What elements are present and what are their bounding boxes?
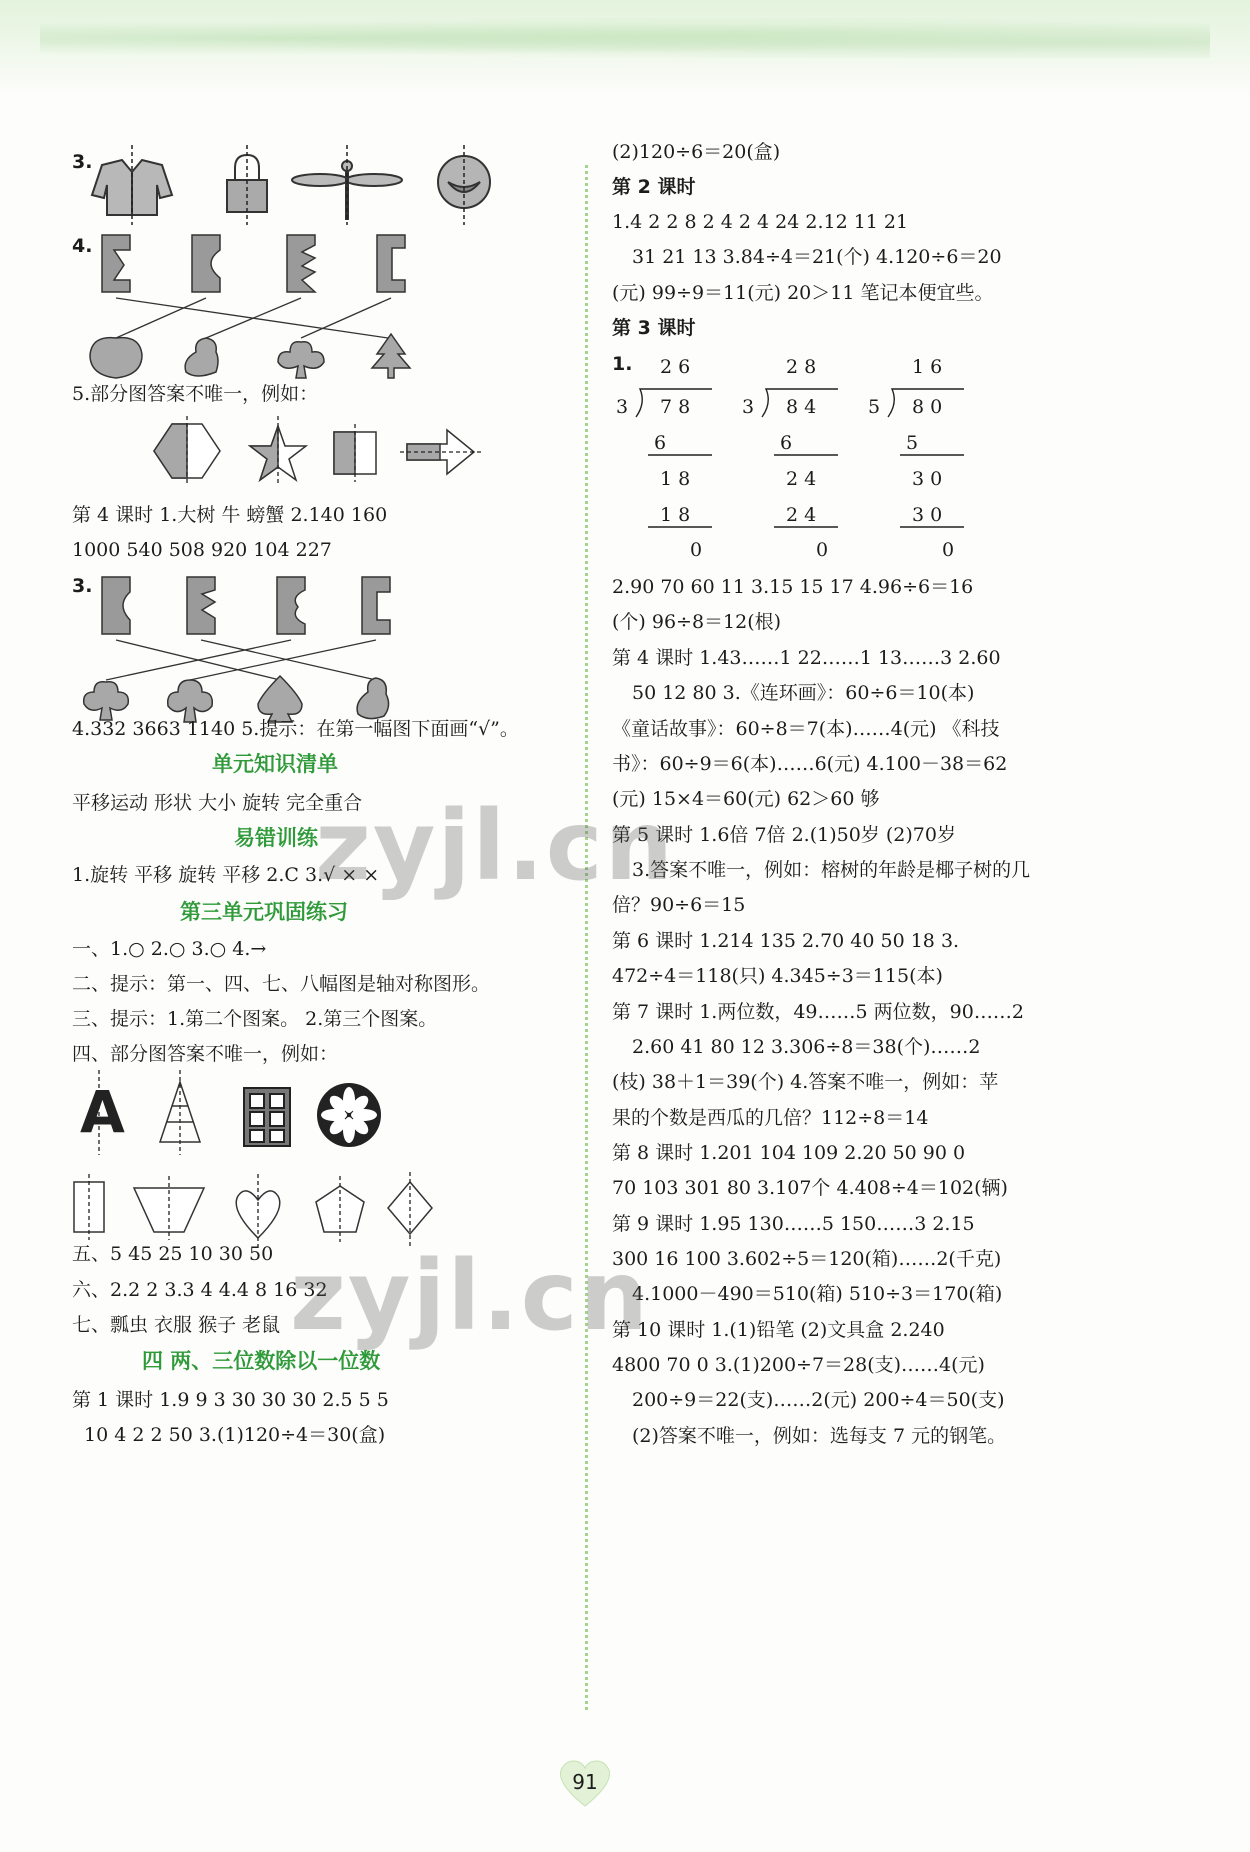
q3-label: 3. <box>72 151 93 173</box>
column-divider <box>585 165 588 1710</box>
r1: (2)120÷6＝20(盒) <box>612 141 781 163</box>
spade-icon <box>258 676 302 722</box>
review-line3: 三、提示：1.第二个图案。 2.第三个图案。 <box>72 1008 438 1030</box>
unit-list-title: 单元知识清单 <box>212 752 338 776</box>
u4-line2: 10 4 2 2 50 3.(1)120÷4＝30(盒) <box>84 1424 386 1446</box>
l4-line1: 第 4 课时 1.大树 牛 螃蟹 2.140 160 <box>72 504 388 526</box>
r3: 1.4 2 2 8 2 4 2 4 24 2.12 11 21 <box>612 211 909 233</box>
r17: 倍？90÷6＝15 <box>612 894 746 916</box>
r27: 300 16 100 3.602÷5＝120(箱)……2(千克) <box>612 1248 1002 1270</box>
window-figure <box>244 1088 290 1146</box>
r5: (元) 99÷9＝11(元) 20＞11 笔记本便宜些。 <box>612 282 994 304</box>
long-division-2: 2 8 3 8 4 6 2 4 2 4 0 <box>742 356 829 561</box>
q5-figures <box>72 414 572 494</box>
review-figures-row1 <box>72 1070 572 1160</box>
r25: 70 103 301 80 3.107个 4.408÷4＝102(辆) <box>612 1177 1008 1199</box>
q4-label: 4. <box>72 235 93 257</box>
long-division-1: 2 6 3 7 8 6 1 8 1 8 0 <box>616 356 703 561</box>
lesson-3-title: 第 3 课时 <box>612 317 696 339</box>
r22: (枝) 38＋1＝39(个) 4.答案不唯一，例如：苹 <box>612 1071 999 1093</box>
r29: 第 10 课时 1.(1)铅笔 (2)文具盒 2.240 <box>612 1319 945 1341</box>
half-shape-4 <box>377 235 405 292</box>
l4-q3-matching <box>72 572 572 722</box>
r4: 31 21 13 3.84÷4＝21(个) 4.120÷6＝20 <box>632 246 1002 268</box>
letter-a-figure: A <box>80 1078 125 1146</box>
r13: 书》：60÷9＝6(本)……6(元) 4.100－38＝62 <box>612 753 1008 775</box>
l4-line3: 4.332 3663 1140 5.提示：在第一幅图下面画“√”。 <box>72 718 519 740</box>
apple-icon <box>90 338 142 378</box>
review-title: 第三单元巩固练习 <box>180 900 348 924</box>
r30: 4800 70 0 3.(1)200÷7＝28(支)……4(元) <box>612 1354 985 1376</box>
r14: (元) 15×4＝60(元) 62＞60 够 <box>612 788 880 810</box>
long-division-3: 1 6 5 8 0 5 3 0 3 0 0 <box>868 356 955 561</box>
r26: 第 9 课时 1.95 130……5 150……3 2.15 <box>612 1213 975 1235</box>
half-shape-1 <box>102 235 130 292</box>
half-shape-2 <box>192 235 220 292</box>
r7-label: 1. <box>612 353 633 375</box>
unit4-title: 四 两、三位数除以一位数 <box>142 1349 381 1373</box>
l4-q3-label: 3. <box>72 575 93 597</box>
r16: 3.答案不唯一，例如：榕树的年龄是椰子树的几 <box>632 859 1031 881</box>
page-number: 91 <box>572 1770 598 1794</box>
r19: 472÷4＝118(只) 4.345÷3＝115(本) <box>612 965 943 987</box>
gourd-icon <box>357 678 388 719</box>
review-line1: 一、1.○ 2.○ 3.○ 4.→ <box>72 938 267 960</box>
r18: 第 6 课时 1.214 135 2.70 40 50 18 3. <box>612 930 960 952</box>
r10: 第 4 课时 1.43……1 22……1 13……3 2.60 <box>612 647 1001 669</box>
r24: 第 8 课时 1.201 104 109 2.20 50 90 0 <box>612 1142 966 1164</box>
long-division-lines <box>612 355 1032 565</box>
watermark: zyjl.cn <box>315 790 675 902</box>
r28: 4.1000－490＝510(箱) 510÷3＝170(箱) <box>632 1283 1003 1305</box>
review-line4: 四、部分图答案不唯一，例如： <box>72 1043 339 1065</box>
gourd-icon <box>185 338 218 376</box>
r23: 果的个数是西瓜的几倍？112÷8＝14 <box>612 1107 929 1129</box>
half-shape-3 <box>287 235 315 292</box>
r21: 2.60 41 80 12 3.306÷8＝38(个)……2 <box>632 1036 981 1058</box>
club-icon <box>168 680 213 722</box>
error-line: 1.旋转 平移 旋转 平移 2.C 3.√ × × <box>72 864 380 886</box>
r8: 2.90 70 60 11 3.15 15 17 4.96÷6＝16 <box>612 576 974 598</box>
q5-text: 5.部分图答案不唯一，例如： <box>72 383 319 405</box>
r11: 50 12 80 3.《连环画》：60÷6＝10(本) <box>632 682 975 704</box>
lesson-2-title: 第 2 课时 <box>612 176 696 198</box>
l4-line2: 1000 540 508 920 104 227 <box>72 539 332 561</box>
review-line2: 二、提示：第一、四、七、八幅图是轴对称图形。 <box>72 973 491 995</box>
r20: 第 7 课时 1.两位数，49……5 两位数，90……2 <box>612 1001 1024 1023</box>
clover-icon <box>84 682 129 720</box>
error-title: 易错训练 <box>234 826 318 850</box>
header-decoration <box>0 0 1250 95</box>
u4-line1: 第 1 课时 1.9 9 3 30 30 30 2.5 5 5 <box>72 1389 389 1411</box>
q3-figures <box>72 150 572 230</box>
r9: (个) 96÷8＝12(根) <box>612 611 782 633</box>
r31: 200÷9＝22(支)……2(元) 200÷4＝50(支) <box>632 1389 1005 1411</box>
snowflake-figure <box>317 1083 381 1147</box>
r12: 《童话故事》：60÷8＝7(本)……4(元) 《科技 <box>612 718 1000 740</box>
review-line6: 六、2.2 2 3.3 4 4.4 8 16 32 <box>72 1279 328 1301</box>
watermark: zyjl.cn <box>290 1240 650 1352</box>
review-line7: 七、瓢虫 衣服 猴子 老鼠 <box>72 1314 281 1336</box>
unit-list-line: 平移运动 形状 大小 旋转 完全重合 <box>72 792 363 814</box>
pine-tree-icon <box>372 334 410 378</box>
q4-matching <box>72 230 572 380</box>
r15: 第 5 课时 1.6倍 7倍 2.(1)50岁 (2)70岁 <box>612 824 956 846</box>
review-line5: 五、5 45 25 10 30 50 <box>72 1243 274 1265</box>
r32: (2)答案不唯一，例如：选每支 7 元的钢笔。 <box>632 1425 1007 1447</box>
clover-icon <box>278 342 324 378</box>
